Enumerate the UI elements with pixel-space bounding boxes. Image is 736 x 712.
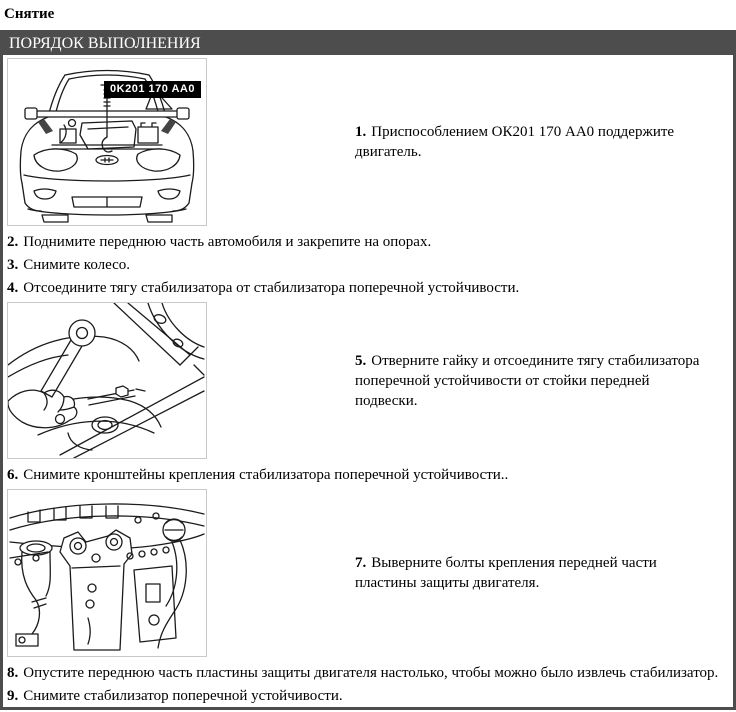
step-5 — [355, 351, 733, 411]
step-6 — [3, 463, 733, 486]
step-5-number: 5. — [355, 352, 367, 369]
underbody-protection-plate-line-art-icon — [8, 490, 206, 656]
step-2 — [3, 230, 733, 253]
wrench-on-stabilizer-link-line-art-icon — [8, 303, 206, 458]
step-7-number: 7. — [355, 555, 367, 571]
figure-protection-plate — [7, 489, 207, 657]
tool-part-number-label: 0K201 170 AA0 — [104, 81, 201, 98]
step-4-text: Отсоедините тягу стабилизатора от стабилизатора поперечной устойчивости. — [23, 280, 520, 296]
step-2-number: 2. — [7, 234, 19, 250]
step-6-number: 6. — [7, 467, 19, 483]
procedure-table — [0, 30, 736, 710]
step-3-text: Снимите колесо. — [23, 257, 131, 273]
step-9-number: 9. — [7, 688, 19, 704]
procedure-section-header: ПОРЯДОК ВЫПОЛНЕНИЯ — [3, 33, 733, 55]
step-3-number: 3. — [7, 257, 19, 273]
step-1-number: 1. — [355, 124, 367, 140]
step-row-5 — [3, 299, 733, 463]
figure-cell-5 — [7, 302, 355, 459]
step-4 — [3, 276, 733, 299]
step-1 — [355, 122, 733, 162]
step-8-number: 8. — [7, 665, 19, 681]
page-title: Снятие — [4, 6, 55, 22]
step-5-text: Отверните гайку и отсоедините тягу стабилизатора поперечной устойчивости от стойки передней подвески. — [355, 352, 700, 409]
figure-cell-1 — [7, 58, 355, 226]
step-7-text: Выверните болты крепления передней части пластины защиты двигателя. — [355, 555, 657, 591]
figure-cell-7 — [7, 489, 355, 657]
step-9 — [3, 684, 733, 707]
figure-engine-support — [7, 58, 207, 226]
step-2-text: Поднимите переднюю часть автомобиля и закрепите на опорах. — [23, 234, 432, 250]
step-8-text: Опустите переднюю часть пластины защиты двигателя настолько, чтобы можно было извлечь стабилизатор. — [23, 665, 719, 681]
step-7 — [355, 553, 733, 593]
step-4-number: 4. — [7, 280, 19, 296]
figure-stabilizer-link — [7, 302, 207, 459]
step-row-1 — [3, 55, 733, 230]
step-1-text: Приспособлением ОК201 170 АА0 поддержите двигатель. — [355, 124, 675, 160]
step-6-text: Снимите кронштейны крепления стабилизатора поперечной устойчивости.. — [23, 467, 509, 483]
step-8 — [3, 661, 733, 684]
step-3 — [3, 253, 733, 276]
step-row-7 — [3, 486, 733, 661]
step-9-text: Снимите стабилизатор поперечной устойчивости. — [23, 688, 343, 704]
